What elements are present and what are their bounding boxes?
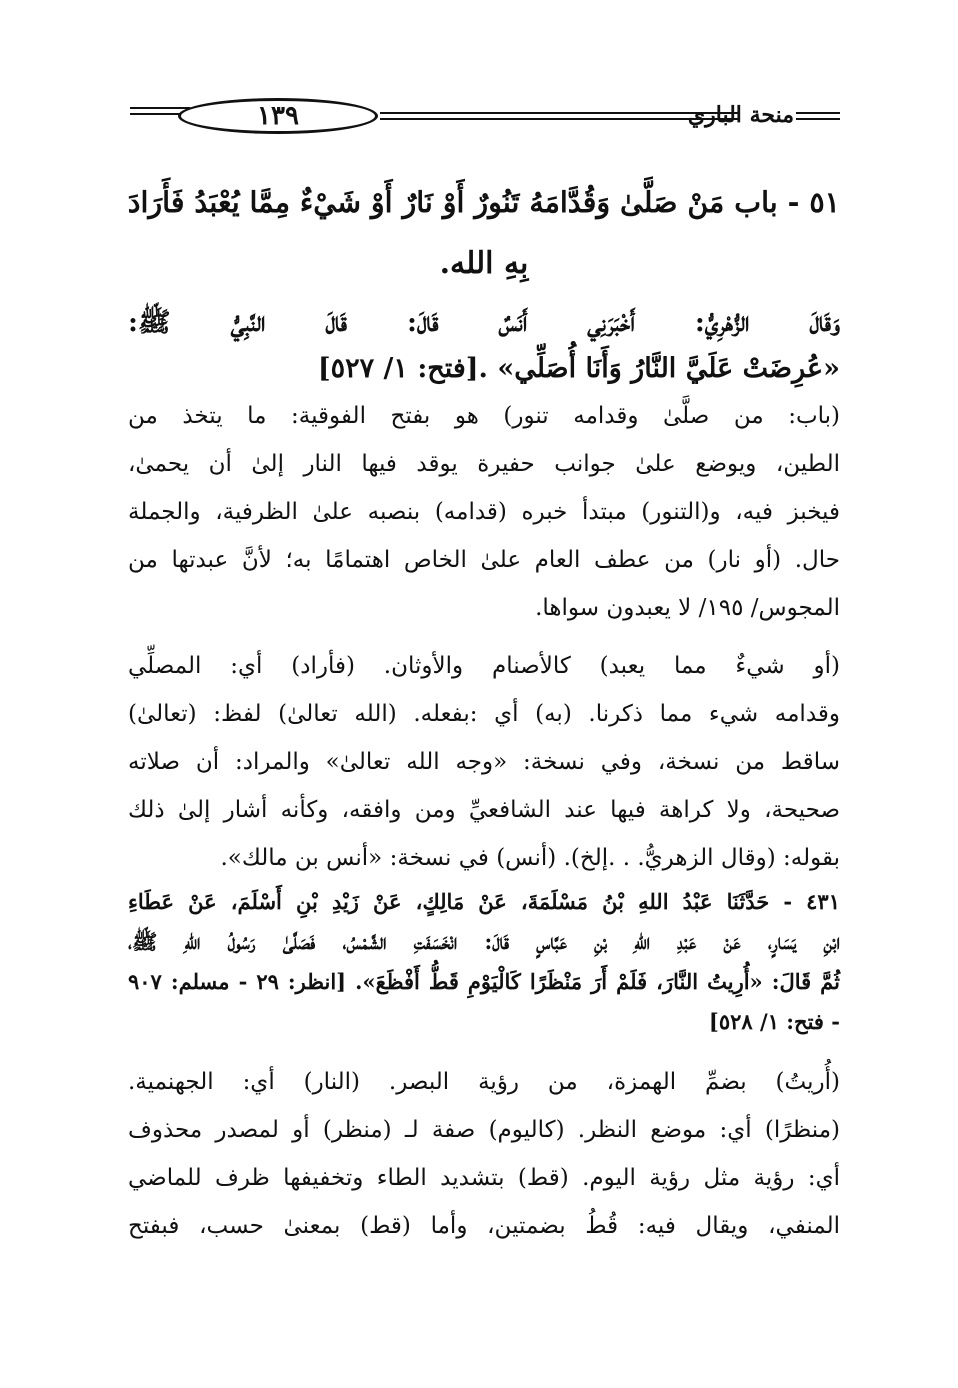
page-number: ١٣٩ <box>257 101 299 131</box>
text-line: (باب: من صلَّىٰ وقدامه تنور) هو بفتح الفوقية: ما يتخذ من <box>128 403 840 429</box>
chapter-heading-line: بِهِ الله. <box>439 246 529 281</box>
hadith-line: - فتح: ١/ ٥٢٨] <box>708 1009 840 1034</box>
header-rule-middle <box>380 112 740 120</box>
text-line: المنفي، ويقال فيه: قُطُ بضمتين، وأما (قط) بمعنىٰ حسب، فبفتح <box>128 1213 840 1239</box>
text-line: حال. (أو نار) من عطف العام علىٰ الخاص اهتمامًا به؛ لأنَّ عبدتها من <box>128 547 840 573</box>
commentary-paragraph <box>128 1058 840 1250</box>
running-title <box>687 102 794 128</box>
quote-line: وَقَالَ الزُّهْرِيُّ: أَخْبَرَنِي أَنَسٌ قَالَ: قَالَ النَّبِيُّ ﷺ: <box>128 307 840 338</box>
chapter-heading <box>128 176 840 300</box>
text-line: الطين، ويوضع علىٰ جوانب حفيرة يوقد فيها النار إلىٰ أن يحمىٰ، <box>128 451 840 477</box>
text-line: ساقط من نسخة، وفي نسخة: «وجه الله تعالىٰ» والمراد: أن صلاته <box>128 749 840 775</box>
header-rule-right <box>796 112 840 120</box>
chapter-heading-line: ٥١ - باب مَنْ صَلَّىٰ وَقُدَّامَهُ تَنُورٌ أَوْ نَارٌ أَوْ شَيْءٌ مِمَّا يُعْبَدُ فَأَرَادَ <box>127 185 840 219</box>
commentary-paragraph <box>128 642 840 882</box>
hadith-line: ٤٣١ - حَدَّثَنَا عَبْدُ اللهِ بْنُ مَسْلَمَةَ، عَنْ مَالِكٍ، عَنْ زَيْدِ بْنِ أَسْلَمَ، عَنْ عَطَاءِ <box>128 889 840 914</box>
text-line: بقوله: (وقال الزهريُّ. . .إلخ). (أنس) في نسخة: «أنس بن مالك». <box>220 845 840 871</box>
spacer <box>128 1042 840 1058</box>
page-body <box>128 176 840 1250</box>
text-line: (أُريتُ) بضمِّ الهمزة، من رؤية البصر. (النار) أي: الجهنمية. <box>128 1069 840 1095</box>
spacer <box>128 632 840 642</box>
page-number-oval <box>178 98 378 134</box>
commentary-paragraph <box>128 392 840 632</box>
text-line: المجوس/ ١٩٥/ لا يعبدون سواها. <box>535 595 840 621</box>
hadith-line: ابْنِ يَسَارٍ، عَنْ عَبْدِ اللهِ بْنِ عَبَّاسٍ قَالَ: انْخَسَفَتِ الشَّمْسُ، فَصَلَّىٰ رَسُولُ اللهِ ﷺ، <box>128 929 840 954</box>
text-line: فيخبز فيه، و(التنور) مبتدأ خبره (قدامه) بنصبه علىٰ الظرفية، والجملة <box>128 499 840 525</box>
text-line: وقدامه شيء مما ذكرنا. (به) أي :بفعله. (الله تعالىٰ) لفظ: (تعالىٰ) <box>128 701 840 727</box>
text-line: (أو شيءٌ مما يعبد) كالأصنام والأوثان. (فأراد) أي: المصلِّي <box>128 653 840 679</box>
running-title-text: منحة الباري <box>687 102 794 128</box>
hadith-block <box>128 882 840 1042</box>
text-line: صحيحة، ولا كراهة فيها عند الشافعيِّ ومن وافقه، وكأنه أشار إلىٰ ذلك <box>128 797 840 823</box>
hadith-quote <box>128 300 840 392</box>
text-line: (منظرًا) أي: موضع النظر. (كاليوم) صفة لـ (منظر) أو لمصدر محذوف <box>128 1117 840 1143</box>
hadith-line: ثُمَّ قَالَ: «أُرِيتُ النَّارَ، فَلَمْ أَرَ مَنْظَرًا كَالْيَوْمِ قَطُّ أَفْظَعَ». [انظر: ٢٩ - مسلم: ٩٠٧ <box>128 969 840 994</box>
text-line: أي: رؤية مثل رؤية اليوم. (قط) بتشديد الطاء وتخفيفها ظرف للماضي <box>128 1165 840 1191</box>
quote-line: «عُرِضَتْ عَلَيَّ النَّارُ وَأَنَا أُصَلِّي» .[فتح: ١/ ٥٢٧] <box>317 353 840 384</box>
page-header <box>130 98 840 138</box>
